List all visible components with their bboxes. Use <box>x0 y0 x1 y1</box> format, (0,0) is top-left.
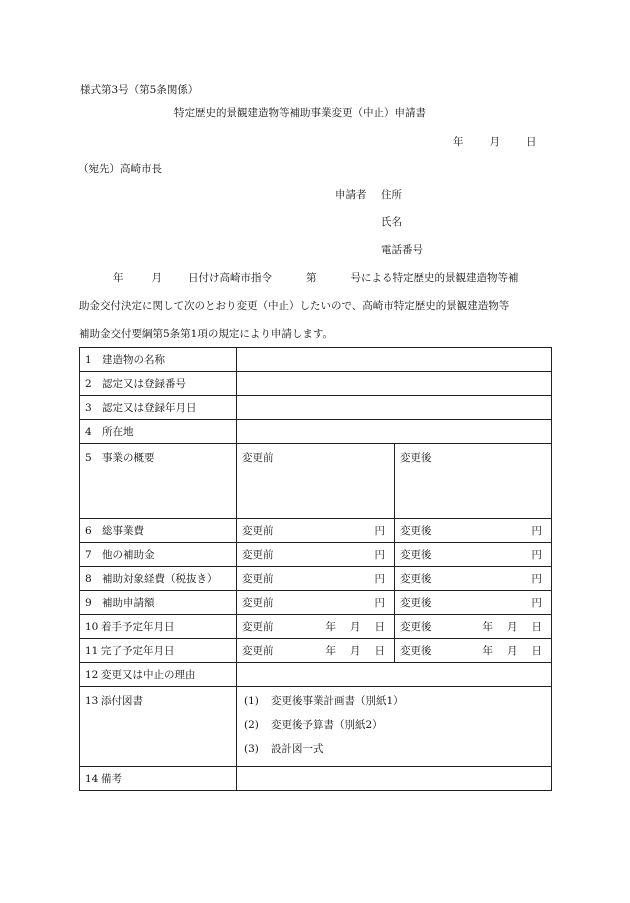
row-number: 1 <box>85 353 92 366</box>
row-label-cert-date <box>80 396 237 420</box>
row-label-building-name <box>80 348 237 372</box>
applicant-address-label: 住所 <box>381 189 402 201</box>
table-row <box>80 420 552 444</box>
row-number: 7 <box>85 548 92 561</box>
yen-unit: 円 <box>531 596 542 609</box>
other-subsidy-after-field[interactable] <box>395 543 552 567</box>
row-number: 4 <box>85 425 92 438</box>
cert-date-field[interactable] <box>237 396 552 420</box>
row-label-subsidy-request <box>80 591 237 615</box>
attachment-number: (2) <box>244 719 259 731</box>
yen-unit: 円 <box>374 548 385 561</box>
row-label: 添付図書 <box>101 695 143 707</box>
intro-line-1 <box>113 271 519 285</box>
table-row <box>80 615 552 639</box>
subsidy-request-before-field[interactable] <box>237 591 395 615</box>
attachment-list <box>237 687 551 766</box>
start-date-after-field[interactable] <box>395 615 552 639</box>
addressee: （宛先）高崎市長 <box>78 163 162 175</box>
intro-no-prefix: 第 <box>306 272 317 284</box>
intro-year: 年 <box>113 272 124 284</box>
project-summary-before-field[interactable] <box>237 444 395 519</box>
yen-unit: 円 <box>374 596 385 609</box>
end-date-after-field[interactable] <box>395 639 552 663</box>
eligible-cost-before-field[interactable] <box>237 567 395 591</box>
intro-date-ref: 日付け高崎市指令 <box>188 272 272 284</box>
after-label: 変更後 <box>400 644 432 657</box>
row-number: 13 <box>85 695 99 707</box>
before-label: 変更前 <box>242 452 274 464</box>
row-label-remarks <box>80 767 237 791</box>
date-day: 日 <box>526 136 537 148</box>
remarks-field[interactable] <box>237 767 552 791</box>
row-number: 3 <box>85 401 92 414</box>
day-unit: 日 <box>531 620 542 633</box>
row-number: 14 <box>85 772 99 785</box>
table-row <box>80 687 552 767</box>
subsidy-request-after-field[interactable] <box>395 591 552 615</box>
row-label-change-reason <box>80 663 237 687</box>
attachment-text: 変更後予算書（別紙2） <box>271 719 383 731</box>
row-label: 認定又は登録年月日 <box>102 401 197 414</box>
list-item <box>244 742 551 766</box>
total-cost-after-field[interactable] <box>395 519 552 543</box>
before-label: 変更前 <box>242 644 274 657</box>
row-label: 建造物の名称 <box>102 353 165 366</box>
row-label: 認定又は登録番号 <box>102 377 186 390</box>
after-label: 変更後 <box>400 548 432 561</box>
applicant-phone-label: 電話番号 <box>381 244 423 256</box>
row-label-total-cost <box>80 519 237 543</box>
location-field[interactable] <box>237 420 552 444</box>
row-label: 所在地 <box>102 425 134 438</box>
row-label-eligible-cost <box>80 567 237 591</box>
table-row <box>80 348 552 372</box>
after-label: 変更後 <box>400 524 432 537</box>
date-year: 年 <box>453 136 464 148</box>
row-number: 10 <box>85 620 99 633</box>
row-label: 変更又は中止の理由 <box>101 668 196 681</box>
form-number: 様式第3号（第5条関係） <box>80 84 199 96</box>
table-row <box>80 567 552 591</box>
row-label-attachments <box>80 687 237 767</box>
other-subsidy-before-field[interactable] <box>237 543 395 567</box>
row-number: 11 <box>85 644 99 657</box>
row-label: 着手予定年月日 <box>101 620 175 633</box>
intro-line-2: 助金交付決定に関して次のとおり変更（中止）したいので、高崎市特定歴史的景観建造物等 <box>79 300 510 312</box>
yen-unit: 円 <box>374 572 385 585</box>
yen-unit: 円 <box>531 524 542 537</box>
row-label-end-date <box>80 639 237 663</box>
project-summary-after-field[interactable] <box>395 444 552 519</box>
document-title: 特定歴史的景観建造物等補助事業変更（中止）申請書 <box>174 107 426 119</box>
start-date-before-field[interactable] <box>237 615 395 639</box>
application-form-table <box>79 347 552 791</box>
list-item <box>244 694 551 718</box>
row-label-cert-number <box>80 372 237 396</box>
change-reason-field[interactable] <box>237 663 552 687</box>
after-label: 変更後 <box>400 620 432 633</box>
month-unit: 月 <box>350 644 361 657</box>
after-label: 変更後 <box>400 452 432 464</box>
intro-month: 月 <box>151 272 162 284</box>
date-line <box>453 135 537 149</box>
yen-unit: 円 <box>531 572 542 585</box>
table-row <box>80 767 552 791</box>
before-label: 変更前 <box>242 620 274 633</box>
yen-unit: 円 <box>531 548 542 561</box>
month-unit: 月 <box>350 620 361 633</box>
table-row <box>80 543 552 567</box>
month-unit: 月 <box>507 644 518 657</box>
table-row <box>80 372 552 396</box>
row-number: 9 <box>85 596 92 609</box>
eligible-cost-after-field[interactable] <box>395 567 552 591</box>
row-number: 6 <box>85 524 92 537</box>
attachments-field <box>237 687 552 767</box>
date-month: 月 <box>489 136 500 148</box>
cert-number-field[interactable] <box>237 372 552 396</box>
row-label-start-date <box>80 615 237 639</box>
year-unit: 年 <box>325 644 336 657</box>
row-label: 補助対象経費（税抜き） <box>102 572 218 585</box>
table-row <box>80 396 552 420</box>
row-label: 補助申請額 <box>102 596 155 609</box>
intro-no-suffix: 号による特定歴史的景観建造物等補 <box>350 272 519 284</box>
day-unit: 日 <box>374 644 385 657</box>
attachment-text: 変更後事業計画書（別紙1） <box>271 695 404 707</box>
before-label: 変更前 <box>242 596 274 609</box>
before-label: 変更前 <box>242 572 274 585</box>
row-label: 総事業費 <box>102 524 144 537</box>
table-row <box>80 519 552 543</box>
row-label: 完了予定年月日 <box>101 644 175 657</box>
table-row <box>80 639 552 663</box>
row-label: 備考 <box>101 772 122 785</box>
row-label: 他の補助金 <box>102 548 155 561</box>
attachment-number: (3) <box>244 743 259 755</box>
after-label: 変更後 <box>400 572 432 585</box>
row-label-location <box>80 420 237 444</box>
intro-line-3: 補助金交付要綱第5条第1項の規定により申請します。 <box>79 328 334 340</box>
attachment-text: 設計図一式 <box>271 743 324 755</box>
row-number: 12 <box>85 668 99 681</box>
table-row <box>80 591 552 615</box>
attachment-number: (1) <box>244 695 259 707</box>
year-unit: 年 <box>482 644 493 657</box>
row-label-project-summary <box>80 444 237 519</box>
yen-unit: 円 <box>374 524 385 537</box>
after-label: 変更後 <box>400 596 432 609</box>
row-number: 5 <box>85 452 92 464</box>
before-label: 変更前 <box>242 524 274 537</box>
row-label-other-subsidy <box>80 543 237 567</box>
table-row <box>80 663 552 687</box>
year-unit: 年 <box>325 620 336 633</box>
list-item <box>244 718 551 742</box>
day-unit: 日 <box>374 620 385 633</box>
year-unit: 年 <box>482 620 493 633</box>
row-label: 事業の概要 <box>102 452 155 464</box>
day-unit: 日 <box>531 644 542 657</box>
applicant-name-label: 氏名 <box>381 216 402 228</box>
end-date-before-field[interactable] <box>237 639 395 663</box>
table-row <box>80 444 552 519</box>
total-cost-before-field[interactable] <box>237 519 395 543</box>
month-unit: 月 <box>507 620 518 633</box>
before-label: 変更前 <box>242 548 274 561</box>
applicant-role: 申請者 <box>335 189 367 201</box>
row-number: 8 <box>85 572 92 585</box>
building-name-field[interactable] <box>237 348 552 372</box>
row-number: 2 <box>85 377 92 390</box>
